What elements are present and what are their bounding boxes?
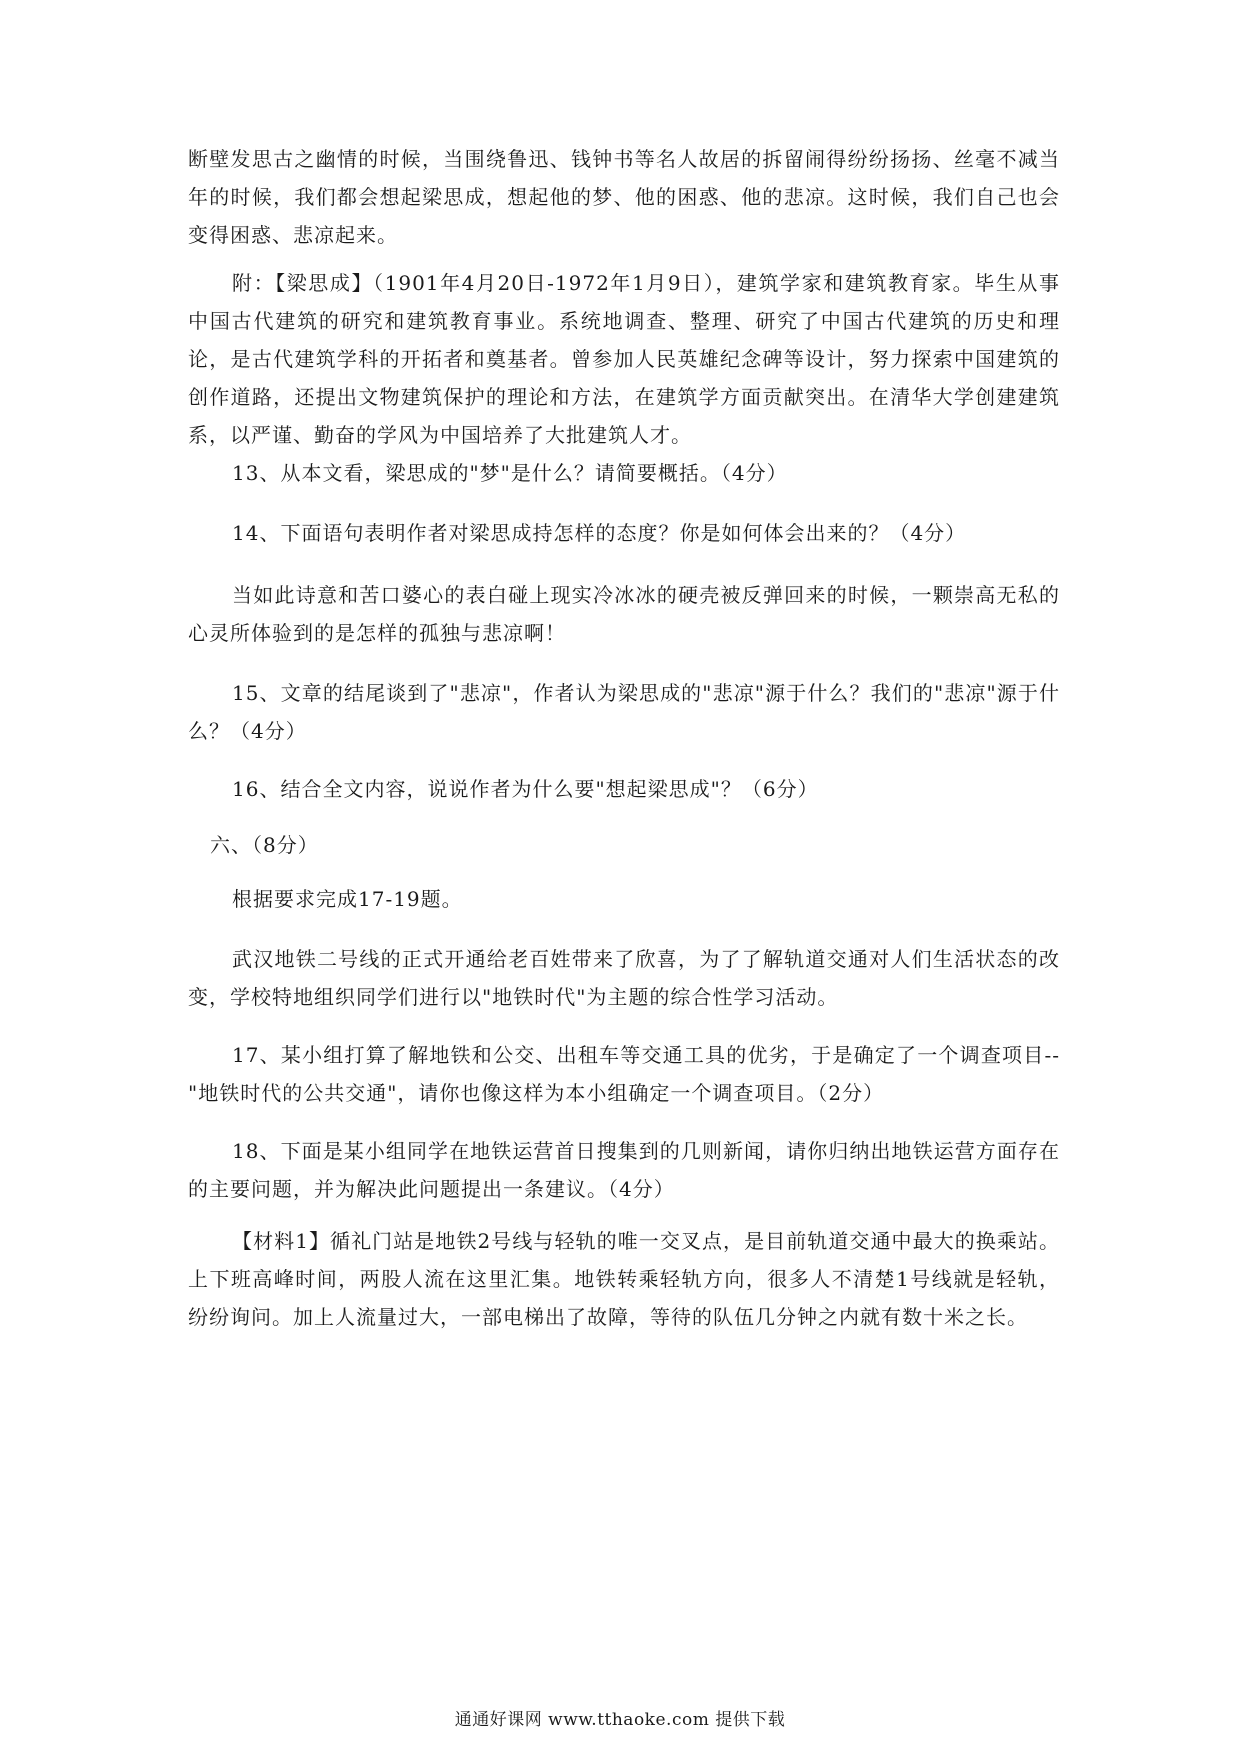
paragraph-intro: 断壁发思古之幽情的时候，当围绕鲁迅、钱钟书等名人故居的拆留闹得纷纷扬扬、丝毫不减当年的时候，我们都会想起梁思成，想起他的梦、他的困惑、他的悲凉。这时候，我们自己也会变得困惑、悲凉起来。	[188, 147, 1060, 247]
section-six-instruction: 根据要求完成17-19题。	[232, 887, 463, 911]
page-footer: 通通好课网 www.tthaoke.com 提供下载	[454, 1710, 786, 1730]
section-six-heading: 六、（8分）	[210, 833, 319, 857]
material-1: 【材料1】循礼门站是地铁2号线与轻轨的唯一交叉点，是目前轨道交通中最大的换乘站。上下班高峰时间，两股人流在这里汇集。地铁转乘轻轨方向，很多人不清楚1号线就是轻轨，纷纷询问。加上人流量过大，一部电梯出了故障，等待的队伍几分钟之内就有数十米之长。	[188, 1229, 1060, 1329]
paragraph-appendix: 附：【梁思成】（1901年4月20日-1972年1月9日），建筑学家和建筑教育家。毕生从事中国古代建筑的研究和建筑教育事业。系统地调查、整理、研究了中国古代建筑的历史和理论，是古代建筑学科的开拓者和奠基者。曾参加人民英雄纪念碑等设计，努力探索中国建筑的创作道路，还提出文物建筑保护的理论和方法，在建筑学方面贡献突出。在清华大学创建建筑系，以严谨、勤奋的学风为中国培养了大批建筑人才。	[188, 271, 1060, 447]
question-16: 16、结合全文内容，说说作者为什么要"想起梁思成"？（6分）	[232, 777, 819, 801]
question-18: 18、下面是某小组同学在地铁运营首日搜集到的几则新闻，请你归纳出地铁运营方面存在的主要问题，并为解决此问题提出一条建议。（4分）	[188, 1139, 1060, 1201]
section-six-intro: 武汉地铁二号线的正式开通给老百姓带来了欣喜，为了了解轨道交通对人们生活状态的改变，学校特地组织同学们进行以"地铁时代"为主题的综合性学习活动。	[188, 947, 1060, 1009]
question-17: 17、某小组打算了解地铁和公交、出租车等交通工具的优劣，于是确定了一个调查项目--"地铁时代的公共交通"，请你也像这样为本小组确定一个调查项目。（2分）	[188, 1043, 1060, 1105]
question-15: 15、文章的结尾谈到了"悲凉"，作者认为梁思成的"悲凉"源于什么？我们的"悲凉"源于什么？（4分）	[188, 681, 1060, 743]
question-13: 13、从本文看，梁思成的"梦"是什么？请简要概括。（4分）	[232, 461, 788, 485]
question-14-quote: 当如此诗意和苦口婆心的表白碰上现实冷冰冰的硬壳被反弹回来的时候，一颗崇高无私的心灵所体验到的是怎样的孤独与悲凉啊！	[188, 583, 1060, 645]
question-14: 14、下面语句表明作者对梁思成持怎样的态度？你是如何体会出来的？（4分）	[232, 521, 967, 545]
